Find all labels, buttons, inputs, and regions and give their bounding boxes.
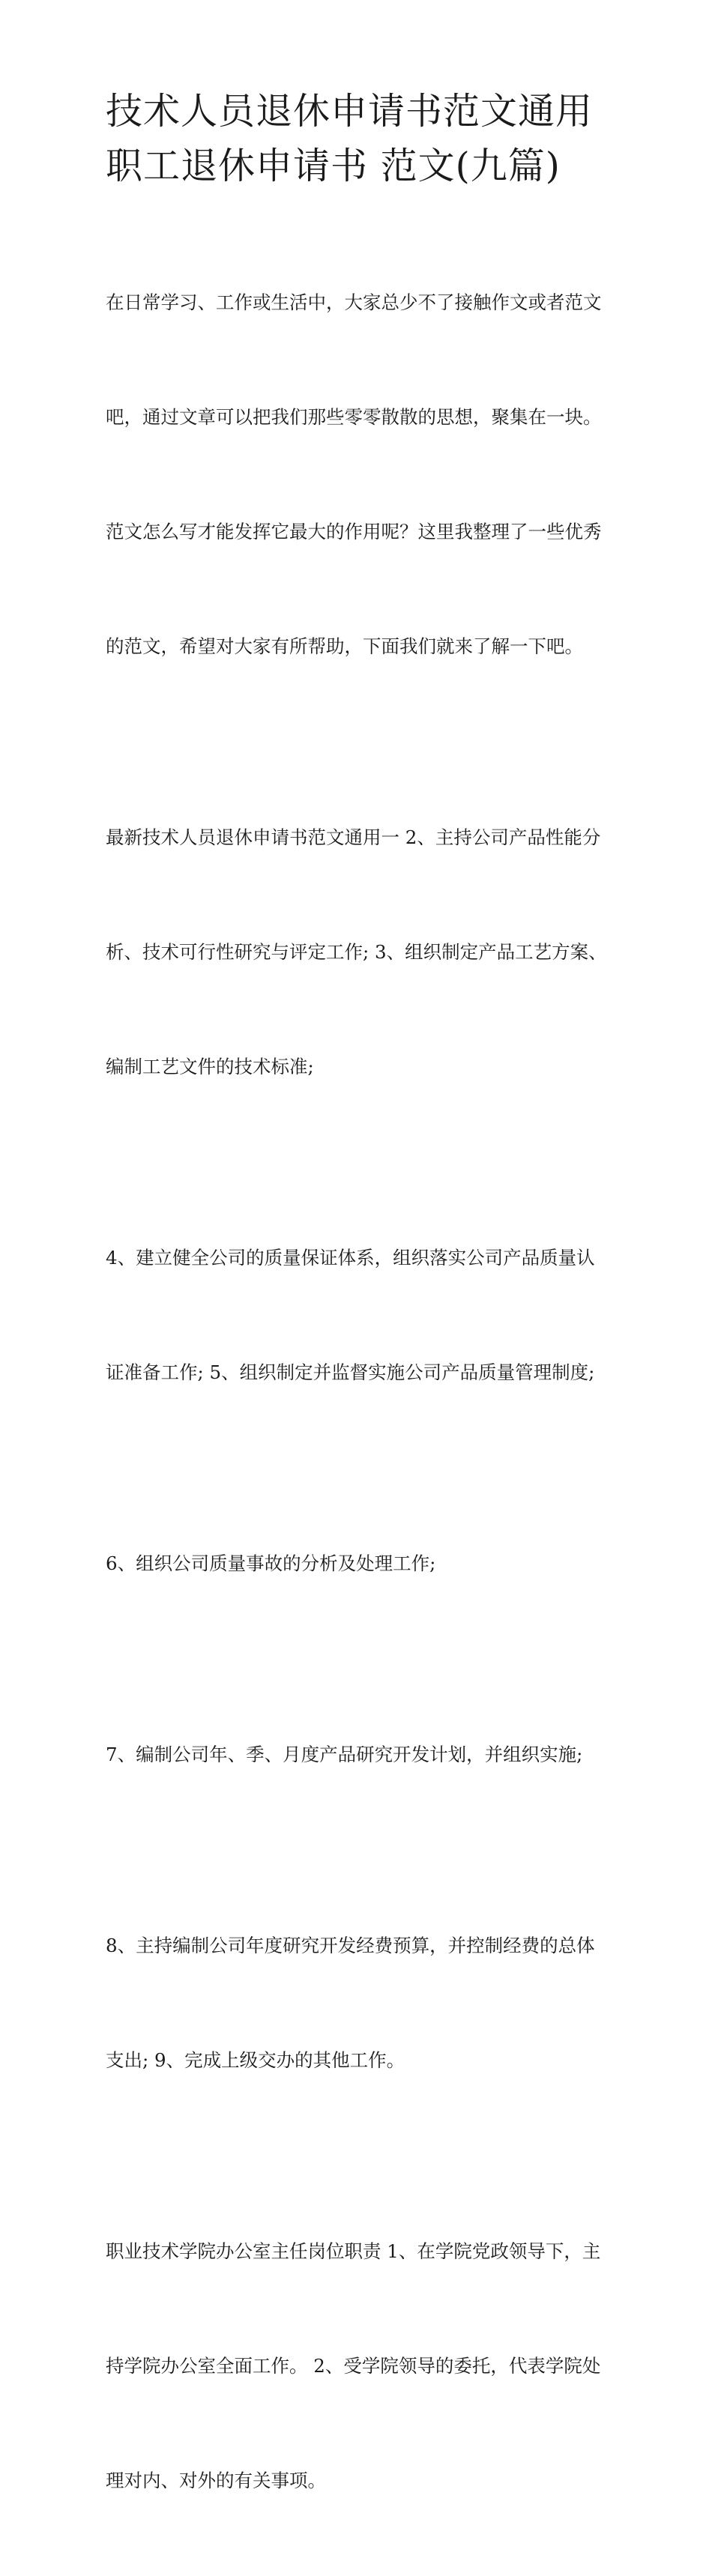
document-page bbox=[106, 84, 615, 2576]
text-line: 的范文，希望对大家有所帮助，下面我们就来了解一下吧。 bbox=[106, 635, 583, 657]
text-line: 职业技术学院办公室主任岗位职责 1、在学院党政领导下，主 bbox=[106, 2240, 601, 2262]
text-line: 8、主持编制公司年度研究开发经费预算，并控制经费的总体 bbox=[106, 1935, 595, 1956]
text-line: 编制工艺文件的技术标准; bbox=[106, 1056, 314, 1077]
paragraph-item-6 bbox=[106, 1468, 615, 1659]
paragraph-office-director bbox=[106, 2156, 615, 2576]
text-line: 持学院办公室全面工作。 2、受学院领导的委托，代表学院处 bbox=[106, 2355, 601, 2377]
paragraph-item-8-9 bbox=[106, 1850, 615, 2156]
text-line: 理对内、对外的有关事项。 bbox=[106, 2470, 326, 2491]
text-line: 析、技术可行性研究与评定工作; 3、组织制定产品工艺方案、 bbox=[106, 941, 607, 963]
text-line: 4、建立健全公司的质量保证体系，组织落实公司产品质量认 bbox=[106, 1247, 595, 1269]
paragraph-intro bbox=[106, 207, 615, 742]
paragraph-item-2-3 bbox=[106, 742, 615, 1162]
document-body bbox=[106, 207, 615, 2576]
text-line: 吧，通过文章可以把我们那些零零散散的思想，聚集在一块。 bbox=[106, 406, 602, 428]
paragraph-item-7 bbox=[106, 1659, 615, 1850]
title-line-1: 技术人员退休申请书范文通用 bbox=[106, 90, 594, 133]
text-line: 6、组织公司质量事故的分析及处理工作; bbox=[106, 1552, 436, 1574]
text-line: 在日常学习、工作或生活中，大家总少不了接触作文或者范文 bbox=[106, 291, 602, 313]
title-line-2: 职工退休申请书 范文(九篇) bbox=[106, 145, 561, 187]
paragraph-item-4-5 bbox=[106, 1162, 615, 1468]
text-line: 范文怎么写才能发挥它最大的作用呢？这里我整理了一些优秀 bbox=[106, 521, 602, 542]
text-line: 7、编制公司年、季、月度产品研究开发计划，并组织实施; bbox=[106, 1744, 583, 1765]
text-line: 支出; 9、完成上级交办的其他工作。 bbox=[106, 2049, 405, 2071]
document-title bbox=[106, 84, 615, 193]
text-line: 证准备工作; 5、组织制定并监督实施公司产品质量管理制度; bbox=[106, 1361, 595, 1383]
text-line: 最新技术人员退休申请书范文通用一 2、主持公司产品性能分 bbox=[106, 826, 601, 848]
